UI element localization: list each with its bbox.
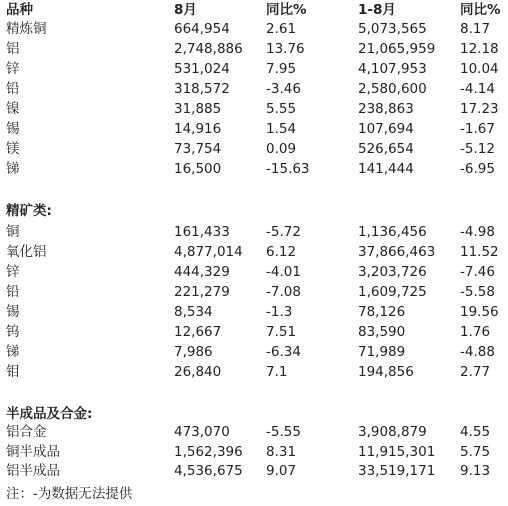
table-row bbox=[0, 80, 508, 98]
cell-august: 16,500 bbox=[174, 161, 222, 177]
cell-yoy-cumulative: -5.12 bbox=[460, 141, 495, 157]
cell-august: 221,279 bbox=[174, 284, 230, 300]
table-row bbox=[0, 423, 508, 441]
table-row bbox=[0, 263, 508, 281]
cell-yoy: 13.76 bbox=[266, 41, 305, 57]
cell-yoy-cumulative: 19.56 bbox=[460, 304, 499, 320]
cell-yoy: 0.09 bbox=[266, 141, 297, 157]
cell-yoy: 7.51 bbox=[266, 324, 297, 340]
section-title-concentrates: 精矿类: bbox=[6, 203, 52, 219]
cell-august: 473,070 bbox=[174, 424, 230, 440]
cell-august: 8,534 bbox=[174, 304, 213, 320]
cell-august: 31,885 bbox=[174, 101, 222, 117]
cell-august: 7,986 bbox=[174, 344, 213, 360]
cell-yoy-cumulative: 5.75 bbox=[460, 444, 491, 460]
table-row bbox=[0, 303, 508, 321]
table-row bbox=[0, 443, 508, 461]
table-row bbox=[0, 462, 508, 480]
cell-yoy: -5.72 bbox=[266, 224, 301, 240]
cell-august: 444,329 bbox=[174, 264, 230, 280]
cell-variety: 铜 bbox=[6, 224, 20, 240]
cell-august: 1,562,396 bbox=[174, 444, 243, 460]
cell-variety: 铜半成品 bbox=[6, 444, 60, 460]
table-row bbox=[0, 243, 508, 261]
table-row bbox=[0, 20, 508, 38]
cell-august: 14,916 bbox=[174, 121, 222, 137]
cell-yoy: -4.01 bbox=[266, 264, 301, 280]
cell-yoy: -15.63 bbox=[266, 161, 310, 177]
table-row bbox=[0, 343, 508, 361]
cell-yoy: 1.54 bbox=[266, 121, 297, 137]
cell-yoy-cumulative: 8.17 bbox=[460, 21, 491, 37]
cell-yoy-cumulative: 2.77 bbox=[460, 364, 491, 380]
table-row bbox=[0, 363, 508, 381]
cell-yoy: 7.1 bbox=[266, 364, 288, 380]
cell-variety: 镁 bbox=[6, 141, 20, 157]
footnote-text: 注：-为数据无法提供 bbox=[6, 486, 133, 502]
cell-jan-aug: 71,989 bbox=[358, 344, 406, 360]
table-row bbox=[0, 160, 508, 178]
header-yoy: 同比% bbox=[266, 2, 307, 18]
cell-variety: 锑 bbox=[6, 344, 20, 360]
cell-jan-aug: 2,580,600 bbox=[358, 81, 427, 97]
cell-yoy-cumulative: -6.95 bbox=[460, 161, 495, 177]
header-yoy-cumulative: 同比% bbox=[460, 2, 501, 18]
cell-yoy: -3.46 bbox=[266, 81, 301, 97]
table-row bbox=[0, 40, 508, 58]
section-title bbox=[0, 405, 508, 423]
cell-variety: 铝半成品 bbox=[6, 463, 60, 479]
cell-jan-aug: 78,126 bbox=[358, 304, 406, 320]
table-row bbox=[0, 283, 508, 301]
cell-yoy-cumulative: 11.52 bbox=[460, 244, 499, 260]
cell-yoy-cumulative: 10.04 bbox=[460, 61, 499, 77]
cell-variety: 钨 bbox=[6, 324, 20, 340]
cell-yoy: -6.34 bbox=[266, 344, 301, 360]
cell-jan-aug: 4,107,953 bbox=[358, 61, 427, 77]
cell-yoy-cumulative: 17.23 bbox=[460, 101, 499, 117]
cell-yoy: 9.07 bbox=[266, 463, 297, 479]
cell-variety: 锡 bbox=[6, 121, 20, 137]
table-row bbox=[0, 223, 508, 241]
table-row bbox=[0, 120, 508, 138]
header-august: 8月 bbox=[174, 2, 197, 18]
cell-august: 2,748,886 bbox=[174, 41, 243, 57]
cell-yoy: 2.61 bbox=[266, 21, 297, 37]
cell-variety: 铅 bbox=[6, 81, 20, 97]
table-row bbox=[0, 100, 508, 118]
cell-jan-aug: 526,654 bbox=[358, 141, 414, 157]
cell-yoy-cumulative: 9.13 bbox=[460, 463, 491, 479]
cell-variety: 铅 bbox=[6, 284, 20, 300]
header-jan-aug: 1-8月 bbox=[358, 2, 396, 18]
cell-variety: 锡 bbox=[6, 304, 20, 320]
table-header-row bbox=[0, 1, 508, 19]
table-row bbox=[0, 60, 508, 78]
cell-jan-aug: 1,609,725 bbox=[358, 284, 427, 300]
cell-august: 4,877,014 bbox=[174, 244, 243, 260]
cell-variety: 镍 bbox=[6, 101, 20, 117]
cell-yoy-cumulative: -7.46 bbox=[460, 264, 495, 280]
cell-august: 531,024 bbox=[174, 61, 230, 77]
cell-august: 12,667 bbox=[174, 324, 222, 340]
cell-august: 318,572 bbox=[174, 81, 230, 97]
cell-jan-aug: 3,203,726 bbox=[358, 264, 427, 280]
header-variety: 品种 bbox=[6, 2, 33, 18]
cell-yoy-cumulative: 1.76 bbox=[460, 324, 491, 340]
cell-jan-aug: 5,073,565 bbox=[358, 21, 427, 37]
cell-yoy-cumulative: -5.58 bbox=[460, 284, 495, 300]
cell-yoy: 8.31 bbox=[266, 444, 297, 460]
section-title-semi-finished: 半成品及合金: bbox=[6, 406, 93, 422]
cell-yoy: 6.12 bbox=[266, 244, 297, 260]
cell-yoy-cumulative: -4.14 bbox=[460, 81, 495, 97]
cell-jan-aug: 194,856 bbox=[358, 364, 414, 380]
cell-yoy: 5.55 bbox=[266, 101, 297, 117]
cell-august: 664,954 bbox=[174, 21, 230, 37]
cell-jan-aug: 3,908,879 bbox=[358, 424, 427, 440]
cell-jan-aug: 21,065,959 bbox=[358, 41, 436, 57]
table-row bbox=[0, 140, 508, 158]
cell-jan-aug: 33,519,171 bbox=[358, 463, 436, 479]
cell-variety: 精炼铜 bbox=[6, 21, 47, 37]
cell-yoy: -1.3 bbox=[266, 304, 293, 320]
cell-yoy-cumulative: -4.88 bbox=[460, 344, 495, 360]
cell-variety: 铝 bbox=[6, 41, 20, 57]
cell-august: 26,840 bbox=[174, 364, 222, 380]
cell-jan-aug: 1,136,456 bbox=[358, 224, 427, 240]
cell-variety: 钼 bbox=[6, 364, 20, 380]
cell-jan-aug: 37,866,463 bbox=[358, 244, 436, 260]
cell-variety: 锌 bbox=[6, 61, 20, 77]
cell-variety: 锑 bbox=[6, 161, 20, 177]
cell-yoy-cumulative: -4.98 bbox=[460, 224, 495, 240]
cell-yoy-cumulative: 12.18 bbox=[460, 41, 499, 57]
cell-yoy-cumulative: 4.55 bbox=[460, 424, 491, 440]
footnote bbox=[0, 485, 508, 503]
cell-jan-aug: 83,590 bbox=[358, 324, 406, 340]
cell-yoy: -5.55 bbox=[266, 424, 301, 440]
cell-yoy-cumulative: -1.67 bbox=[460, 121, 495, 137]
section-title bbox=[0, 202, 508, 220]
cell-yoy: 7.95 bbox=[266, 61, 297, 77]
cell-august: 4,536,675 bbox=[174, 463, 243, 479]
cell-jan-aug: 107,694 bbox=[358, 121, 414, 137]
table-row bbox=[0, 323, 508, 341]
cell-jan-aug: 238,863 bbox=[358, 101, 414, 117]
cell-jan-aug: 11,915,301 bbox=[358, 444, 436, 460]
cell-variety: 铝合金 bbox=[6, 424, 47, 440]
cell-august: 161,433 bbox=[174, 224, 230, 240]
cell-yoy: -7.08 bbox=[266, 284, 301, 300]
cell-august: 73,754 bbox=[174, 141, 222, 157]
cell-variety: 锌 bbox=[6, 264, 20, 280]
cell-variety: 氧化铝 bbox=[6, 244, 47, 260]
cell-jan-aug: 141,444 bbox=[358, 161, 414, 177]
